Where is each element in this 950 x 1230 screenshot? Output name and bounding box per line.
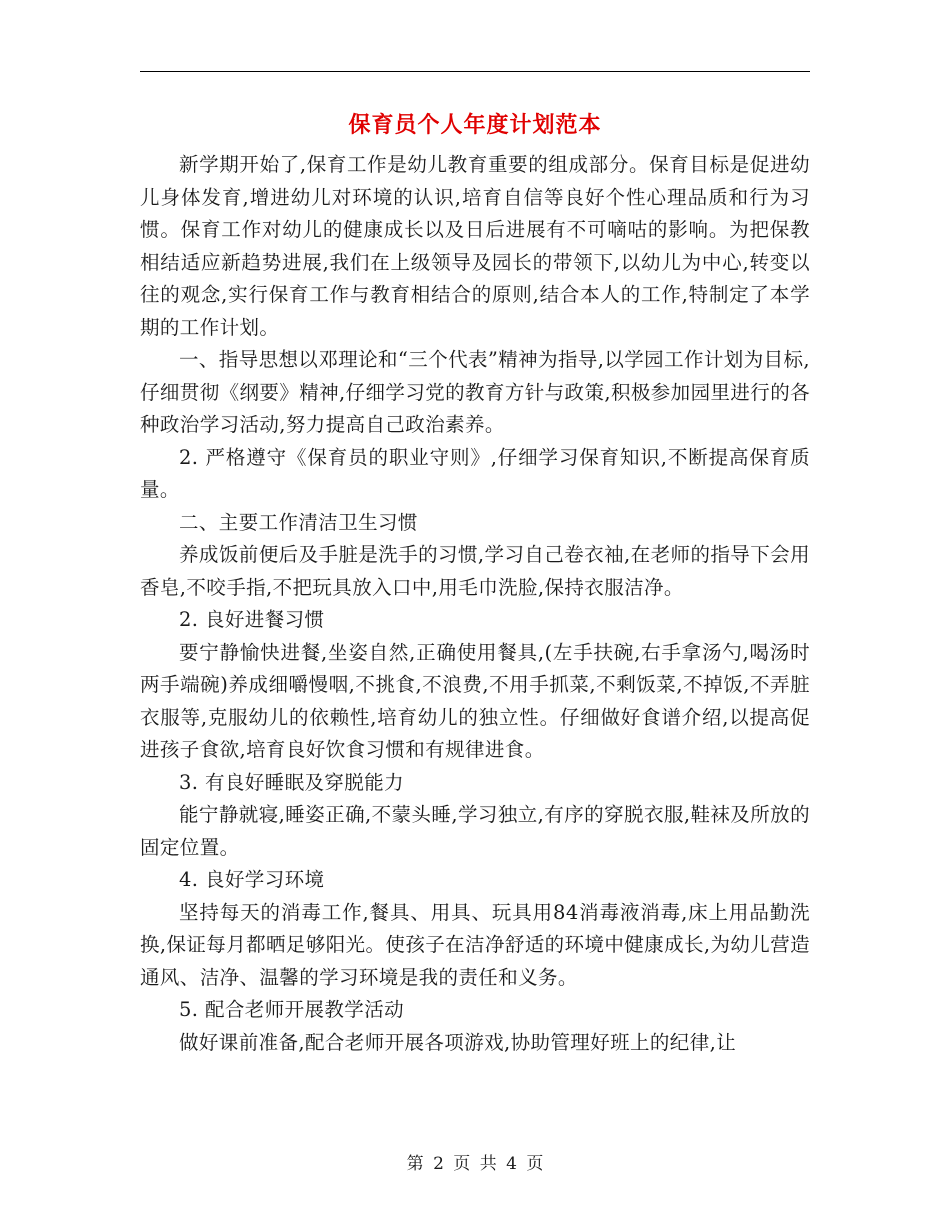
item-heading-teaching: 5. 配合老师开展教学活动 bbox=[179, 998, 405, 1021]
item-heading-environment: 4. 良好学习环境 bbox=[179, 868, 325, 891]
paragraph-guiding-ideology: 一、指导思想以邓理论和“三个代表”精神为指导,以学园工作计划为目标,仔细贯彻《纲要》精神,仔细学习党的教育方针与政策,积极参加园里进行的各种政治学习活动,努力提高自己政治素养。 bbox=[140, 348, 810, 436]
document-title: 保育员个人年度计划范本 bbox=[348, 113, 602, 138]
document-body bbox=[140, 149, 810, 1059]
paragraph-hygiene-habits: 养成饭前便后及手脏是洗手的习惯,学习自己卷衣袖,在老师的指导下会用香皂,不咬手指,不把玩具放入口中,用毛巾洗脸,保持衣服洁净。 bbox=[140, 543, 810, 599]
header-rule bbox=[140, 71, 810, 72]
paragraph-sleep: 能宁静就寝,睡姿正确,不蒙头睡,学习独立,有序的穿脱衣服,鞋袜及所放的固定位置。 bbox=[140, 803, 810, 859]
item-heading-sleep: 3. 有良好睡眠及穿脱能力 bbox=[179, 770, 405, 794]
item-heading-eating-habits: 2. 良好进餐习惯 bbox=[179, 608, 325, 631]
paragraph-environment: 坚持每天的消毒工作,餐具、用具、玩具用84消毒液消毒,床上用品勤洗换,保证每月都晒足够阳光。使孩子在洁净舒适的环境中健康成长,为幼儿营造通风、洁净、温馨的学习环境是我的责任和义务。 bbox=[140, 900, 810, 989]
paragraph-intro: 新学期开始了,保育工作是幼儿教育重要的组成部分。保育目标是促进幼儿身体发育,增进幼儿对环境的认识,培育自信等良好个性心理品质和行为习惯。保育工作对幼儿的健康成长以及日后进展有不可嘀咕的影响。为把保教相结适应新趋势进展,我们在上级领导及园长的带领下,以幼儿为中心,转变以往的观念,实行保育工作与教育相结合的原则,结合本人的工作,特制定了本学期的工作计划。 bbox=[140, 153, 810, 339]
paragraph-eating-habits: 要宁静愉快进餐,坐姿自然,正确使用餐具,(左手扶碗,右手拿汤勺,喝汤时两手端碗)养成细嚼慢咽,不挑食,不浪费,不用手抓菜,不剩饭菜,不掉饭,不弄脏衣服等,克服幼儿的依赖性,培育幼儿的独立性。仔细做好食谱介绍,以提高促进孩子食欲,培育良好饮食习惯和有规律进食。 bbox=[140, 640, 810, 761]
paragraph-teaching: 做好课前准备,配合老师开展各项游戏,协助管理好班上的纪律,让 bbox=[179, 1030, 737, 1054]
page-number-footer: 第 2 页 共 4 页 bbox=[406, 1154, 544, 1174]
paragraph-code-of-conduct: 2. 严格遵守《保育员的职业守则》,仔细学习保育知识,不断提高保育质量。 bbox=[140, 445, 810, 501]
section-heading-main-work: 二、主要工作清洁卫生习惯 bbox=[179, 510, 418, 534]
